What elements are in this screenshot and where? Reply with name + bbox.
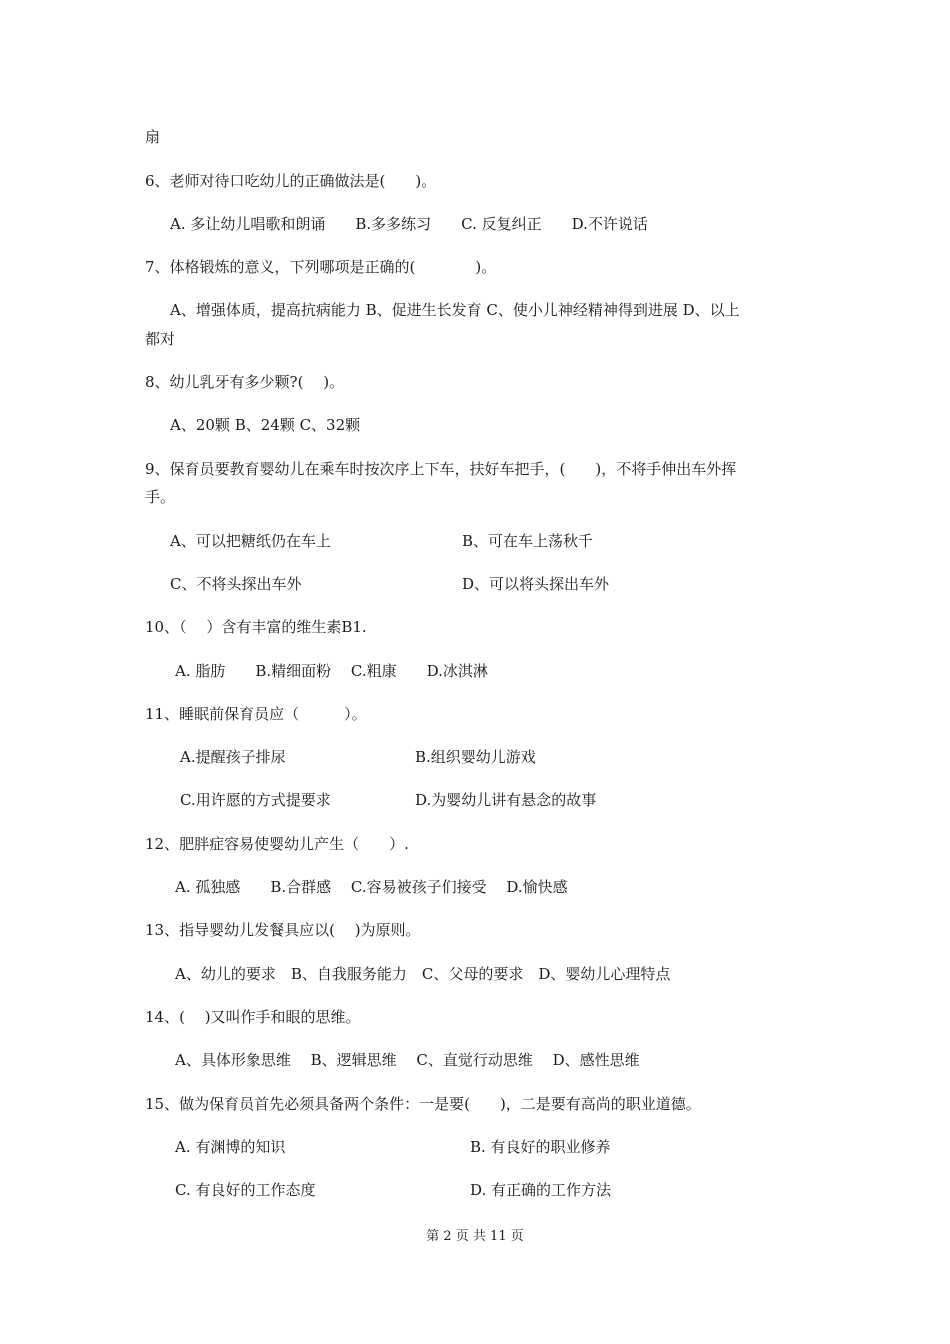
question-13: 13、指导婴幼儿发餐具应以( )为原则。 — [145, 921, 421, 939]
question-9-option-a: A、可以把糖纸仍在车上 — [170, 532, 331, 550]
question-10: 10、（ ）含有丰富的维生素B1. — [145, 618, 367, 636]
question-15-option-c: C. 有良好的工作态度 — [175, 1181, 316, 1199]
question-6: 6、老师对待口吃幼儿的正确做法是( )。 — [145, 172, 437, 190]
question-11: 11、睡眠前保育员应（ ）。 — [145, 705, 367, 723]
question-11-option-d: D.为婴幼儿讲有悬念的故事 — [415, 791, 597, 809]
question-11-option-a: A.提醒孩子排尿 — [180, 748, 286, 766]
question-11-option-b: B.组织婴幼儿游戏 — [415, 748, 536, 766]
question-12: 12、肥胖症容易使婴幼儿产生（ ）. — [145, 835, 409, 853]
page-footer: 第 2 页 共 11 页 — [426, 1229, 524, 1244]
question-10-options: A. 脂肪 B.精细面粉 C.粗康 D.冰淇淋 — [175, 662, 488, 680]
question-6-options: A. 多让幼儿唱歌和朗诵 B.多多练习 C. 反复纠正 D.不许说话 — [170, 215, 648, 233]
question-14: 14、( )又叫作手和眼的思维。 — [145, 1008, 361, 1026]
question-13-options: A、幼儿的要求 B、自我服务能力 C、父母的要求 D、婴幼儿心理特点 — [175, 965, 671, 983]
question-7: 7、体格锻炼的意义，下列哪项是正确的( )。 — [145, 258, 497, 276]
question-9-option-b: B、可在车上荡秋千 — [462, 532, 594, 550]
question-12-options: A. 孤独感 B.合群感 C.容易被孩子们接受 D.愉快感 — [175, 878, 568, 896]
question-8: 8、幼儿乳牙有多少颗?( )。 — [145, 373, 345, 391]
question-9-option-c: C、不将头探出车外 — [170, 575, 302, 593]
question-14-options: A、具体形象思维 B、逻辑思维 C、直觉行动思维 D、感性思维 — [175, 1051, 640, 1069]
question-9-option-d: D、可以将头探出车外 — [462, 575, 610, 593]
question-7-options: A、增强体质，提高抗病能力 B、促进生长发育 C、使小儿神经精神得到进展 D、以上 — [170, 301, 740, 319]
question-15-option-d: D. 有正确的工作方法 — [470, 1181, 612, 1199]
question-9: 9、保育员要教育婴幼儿在乘车时按次序上下车，扶好车把手，( )，不将手伸出车外挥 — [145, 460, 737, 478]
question-11-option-c: C.用许愿的方式提要求 — [180, 791, 331, 809]
text-line-fan: 扇 — [145, 128, 161, 146]
question-15-option-b: B. 有良好的职业修养 — [470, 1138, 611, 1156]
question-15: 15、做为保育员首先必须具备两个条件：一是要( )，二是要有高尚的职业道德。 — [145, 1095, 701, 1113]
question-15-option-a: A. 有渊博的知识 — [175, 1138, 286, 1156]
question-9-cont: 手。 — [145, 488, 176, 506]
question-7-options-cont: 都对 — [145, 330, 176, 348]
question-8-options: A、20颗 B、24颗 C、32颗 — [170, 416, 361, 434]
